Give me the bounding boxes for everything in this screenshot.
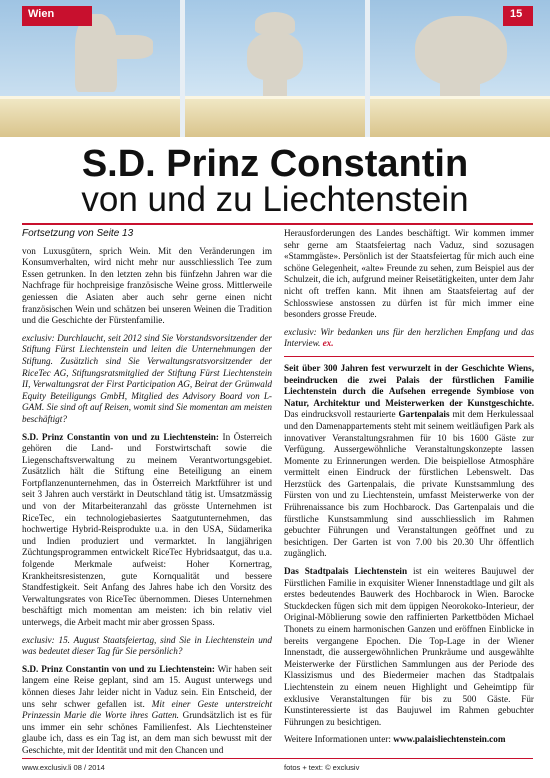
- page-number: 15: [510, 8, 523, 20]
- speaker-label: S.D. Prinz Constantin von und zu Liechtenstein:: [22, 431, 219, 442]
- title-divider: [22, 223, 533, 225]
- speaker-label: S.D. Prinz Constantin von und zu Liechtenstein:: [22, 663, 215, 674]
- interview-answer: [22, 664, 272, 757]
- paragraph: [284, 566, 534, 728]
- lead-paragraph: [284, 363, 534, 560]
- interview-answer: [22, 432, 272, 629]
- closing-thanks: [284, 327, 534, 350]
- lead-text: Seit über 300 Jahren fest verwurzelt in der Geschichte Wiens, beeindrucken die zwei Palais der fürstlichen Familie Liechtenstein durch die Aufsehen erregende Symbiose von Natur, Architektur und Meisterwerken der Kunstgeschichte.: [284, 362, 534, 408]
- interview-question: exclusiv: 15. August Staatsfeiertag, sind Sie in Liechtenstein und was bedeutet dieser Tag für Sie persönlich?: [22, 634, 272, 657]
- interview-question: exclusiv: Durchlaucht, seit 2012 sind Sie Vorstandsvorsitzender der Stiftung Fürst Liechtenstein und leiten die Unternehmungen der Stiftung. Zusätzlich sind Sie Verwaltungsratsvorsitzender der RiceTec AG, Stiftungsratsmitglied der Stiftung Fürst Liechtenstein II, Verwaltungsrat der First Participation AG, Beirat der Grünwald Equity Beteiligungs GmbH, Mitglied des Advisory Board von L-GAM. Sie sind oft auf Reisen, womit sind Sie momentan am meisten beschäftigt?: [22, 332, 272, 424]
- end-mark: ex.: [322, 338, 334, 349]
- paragraph: von Luxusgütern, sprich Wein. Mit den Veränderungen im Konsumverhalten, wird nicht mehr nur ausschliesslich Tee zum Essen getrunken. In den letzten zehn bis fünfzehn Jahren war die Nachfrage für hochpreisige französische Weine gross. Mittlerweile geniessen die Asiaten aber auch sehr gerne einen nicht französischen Wein und schätzen bei unseren Weinen die Tradition und die Geschichte der Fürstenfamilie.: [22, 245, 272, 326]
- info-line: [284, 734, 534, 746]
- paragraph-text: Das eindrucksvoll restaurierte: [284, 409, 399, 420]
- answer-text: Wir haben seit langem eine Reise geplant, sind am 15. August unterwegs und können dieses Jahr leider nicht in Vaduz sein. Ein Entscheid, der uns sehr schwer gefallen ist.: [22, 663, 272, 709]
- answer-text: Grundsätzlich ist es für uns immer ein sehr schönes Familienfest. Als Liechtensteiner glaube ich, dass es ein Tag ist, an dem man sich bewusst mit der Geschichte, mit der Identität und mit den Chancen und: [22, 710, 272, 755]
- continuation-note: Fortsetzung von Seite 13: [22, 228, 134, 239]
- footer-right: fotos + text: © exclusiv: [284, 763, 360, 772]
- answer-text: In Österreich gehören die Land- und Forstwirtschaft sowie die Liegenschaftsverwaltung zu meinem Verantwortungsgebiet. Zusätzlich hält die Stiftung eine Beteiligung an einem Fortpflanzenunternehmen, das in Österreich Marktführer ist und seit 3 Jahren auch verstärkt in Deutschland tätig ist. Umsatzmässig und von der Mitarbeiteranzahl das grösste Unternehmen ist RiceTec, ein technologiebasiertes Saatgutunternehmen, das hochwertige Hybrid-Reisprodukte u.a. in den USA, Südamerika und Indien produziert und vermarktet. In langjährigen Züchtungsprogrammen entwickelt RiceTec Hybridsaatgut, das u.a. folgende Merkmale aufweist: Hoher Kornertrag, Krankheitsresistenzen, gute Kornqualität und bessere Standfestigkeit. Seit Anfang des Jahres habe ich den Vorsitz des Verwaltungsrates von RiceTec übernommen. Dieses Unternehmen beschäftigt mich momentan am meisten: ich bin relativ viel unterwegs, die Arbeit macht mir aber grossen Spass.: [22, 431, 273, 627]
- highlight-text: Gartenpalais: [398, 409, 450, 420]
- title-line-2: von und zu Liechtenstein: [81, 180, 469, 219]
- title-line-1: S.D. Prinz Constantin: [81, 143, 469, 185]
- section-label: Wien: [28, 8, 55, 20]
- column-divider: [284, 356, 534, 357]
- paragraph-text: ist ein weiteres Baujuwel der Fürstlichen Familie in exquisiter Wiener Innenstadtlage und gilt als erstes bedeutendes Bauwerk des Hochbarock in Wien. Barocke Stuckdecken fügen sich mit dem üppigen Neorokoko-Interieur, der Original-Möblierung sowie den raffinierten Parkettböden Michael Thonets zu einem harmonischen Ganzen und eröffnen Einblicke in bereits vergangene Epochen. Die Top-Lage in der Wiener Innenstadt, die aussergewöhnlichen Prunkräume und ausgewählte Meisterwerke der Fürstlichen Sammlungen aus der Periode des Klassizismus und des Biedermeier machen das Stadtpalais Liechtenstein zu einem neuen Highlight und Geheimtipp für exklusive Veranstaltungen für bis zu 500 Gäste. Für Kunstinteressierte ist das Baujuwel im Rahmen gebuchter Führungen zu besichtigen.: [284, 566, 534, 727]
- right-column: [284, 228, 534, 752]
- footer-left: www.exclusiv.li 08 / 2014: [22, 763, 105, 772]
- photo-urn: [185, 0, 365, 137]
- paragraph-text: mit dem Herkulessaal und den Damenappartements steht mit seinem weitläufigen Park als innovativer Veranstaltungsrahmen für 10 bis 1600 Gäste zur Verfügung. Aussergewöhnliche Veranstaltungskonzepte lassen Momente zu Erinnerungen werden. Die beispiellose Atmosphäre vermittelt einen Eindruck der fürstlichen Lebenswelt. Das Herzstück des Gartenpalais, die private Kunstsammlung des Fürsten von und zu Liechtenstein, umfasst Meisterwerke von der Frührenaissance bis zum Hochbarock. Das Gartenpalais und die fürstliche Kunstsammlung sind ausschliesslich im Rahmen gebuchter Führungen und Veranstaltungen geöffnet und zu besichtigen. Der Garten ist von 7.00 bis 20.30 Uhr öffentlich zugänglich.: [284, 409, 534, 559]
- paragraph: Herausforderungen des Landes beschäftigt. Wir kommen immer sehr gerne am Staatsfeiertag nach Vaduz, sind sozusagen «Stammgäste». Persönlich ist der Staatsfeiertag für mich auch eine schöne Gelegenheit, «alte» Freunde zu sehen, zum Beispiel aus der Schulzeit, die ich, aufgrund meiner Reisetätigkeiten, unter dem Jahr nicht oft treffen kann. Mit ihnen am Staatsfeiertag auf der Schlosswiese anstossen zu dürfen ist für mich immer eine besonders grosse Freude.: [284, 228, 534, 320]
- footer-divider: [22, 758, 533, 759]
- answer-aside: Mit einer Geste unterstreicht Prinzessin Marie die Worte ihres Gatten.: [22, 698, 272, 721]
- website-link[interactable]: www.palaisliechtenstein.com: [393, 734, 506, 745]
- left-column: [22, 228, 272, 763]
- highlight-text: Das Stadtpalais Liechtenstein: [284, 566, 408, 577]
- info-label: Weitere Informationen unter:: [284, 734, 394, 745]
- thanks-text: exclusiv: Wir bedanken uns für den herzlichen Empfang und das Interview.: [284, 326, 534, 349]
